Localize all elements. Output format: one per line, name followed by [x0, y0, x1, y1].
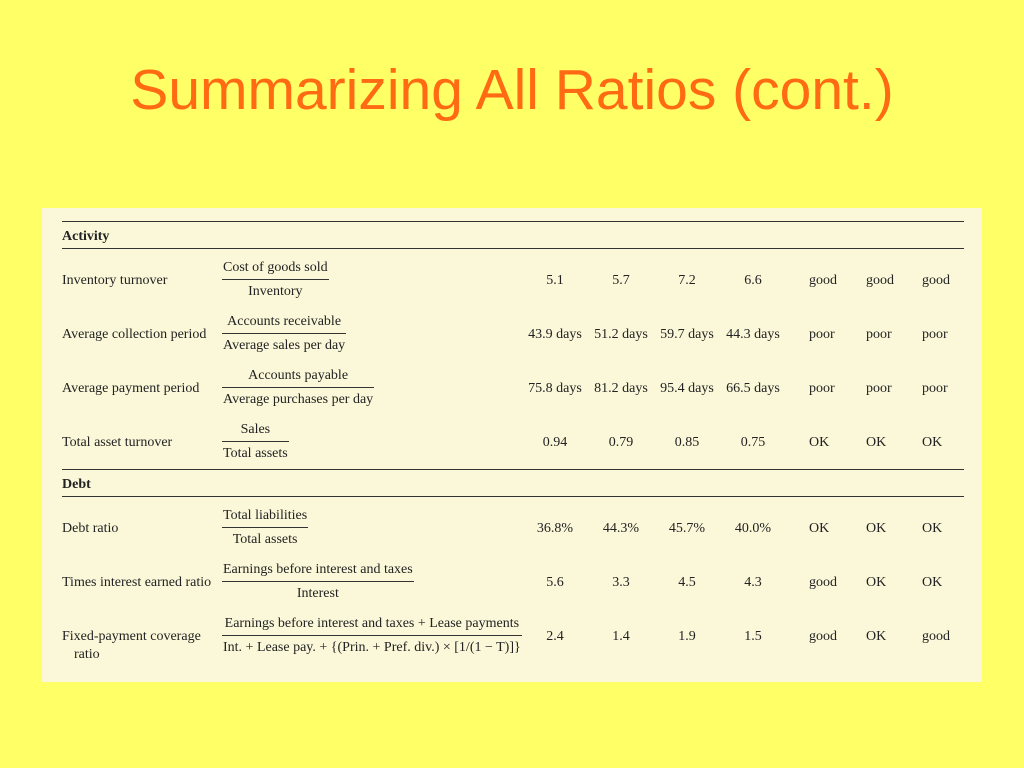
- ratio-evaluation: OK: [922, 435, 943, 450]
- ratio-name: [62, 327, 206, 343]
- ratio-formula: [222, 508, 308, 548]
- ratio-value: 44.3%: [602, 521, 640, 536]
- ratio-value: 66.5 days: [726, 381, 780, 396]
- ratio-name-text: Debt ratio: [62, 521, 119, 536]
- section-header-rule: [62, 248, 964, 249]
- ratio-evaluation: OK: [922, 521, 943, 536]
- table-row: [62, 361, 964, 415]
- ratio-name: [62, 521, 118, 537]
- ratio-evaluation: OK: [809, 521, 830, 536]
- ratio-value: 51.2 days: [594, 327, 648, 342]
- ratio-value: 2.4: [546, 629, 564, 644]
- ratio-evaluation: poor: [809, 381, 835, 396]
- ratio-evaluation: poor: [866, 381, 892, 396]
- table-row: [62, 609, 964, 663]
- ratio-evaluation: poor: [809, 327, 835, 342]
- ratio-value: 7.2: [678, 273, 696, 288]
- formula-numerator: Sales: [240, 422, 271, 437]
- ratio-table: [62, 221, 964, 663]
- ratio-evaluation: OK: [866, 521, 887, 536]
- table-row: [62, 307, 964, 361]
- ratio-evaluation: good: [809, 575, 837, 590]
- ratio-evaluation: good: [922, 629, 950, 644]
- table-row: [62, 555, 964, 609]
- ratio-value: 1.9: [678, 629, 696, 644]
- ratio-table-panel: [42, 208, 982, 682]
- ratio-value: 0.75: [740, 435, 766, 450]
- formula-denominator: Interest: [296, 586, 339, 601]
- formula-numerator: Earnings before interest and taxes + Lease payments: [224, 616, 520, 631]
- formula-numerator: Accounts payable: [248, 368, 349, 383]
- ratio-value: 6.6: [744, 273, 762, 288]
- ratio-evaluation: OK: [866, 575, 887, 590]
- ratio-value: 59.7 days: [660, 327, 714, 342]
- ratio-name-continued: ratio: [74, 647, 100, 662]
- ratio-value: 0.94: [542, 435, 568, 450]
- ratio-evaluation: good: [866, 273, 894, 288]
- ratio-value: 5.6: [546, 575, 564, 590]
- ratio-name-text: Times interest earned ratio: [62, 575, 212, 590]
- formula-denominator: Average purchases per day: [223, 392, 374, 407]
- ratio-value: 40.0%: [734, 521, 772, 536]
- ratio-evaluation: poor: [922, 381, 948, 396]
- formula-numerator: Cost of goods sold: [223, 260, 328, 275]
- ratio-formula: [222, 314, 346, 354]
- ratio-name-text: Average payment period: [62, 381, 200, 396]
- ratio-evaluation: poor: [866, 327, 892, 342]
- ratio-value: 43.9 days: [528, 327, 582, 342]
- formula-denominator: Int. + Lease pay. + {(Prin. + Pref. div.) × [1/(1 − T)]}: [223, 640, 521, 655]
- ratio-evaluation: OK: [922, 575, 943, 590]
- formula-denominator: Total assets: [232, 532, 298, 547]
- ratio-name-text: Total asset turnover: [62, 435, 173, 450]
- ratio-evaluation: good: [809, 273, 837, 288]
- ratio-value: 3.3: [612, 575, 630, 590]
- ratio-value: 95.4 days: [660, 381, 714, 396]
- formula-numerator: Accounts receivable: [227, 314, 342, 329]
- formula-denominator: Average sales per day: [223, 338, 346, 353]
- formula-denominator: Total assets: [223, 446, 288, 461]
- ratio-value: 0.85: [674, 435, 700, 450]
- ratio-name: [62, 629, 201, 663]
- ratio-value: 4.3: [744, 575, 762, 590]
- table-row: [62, 415, 964, 469]
- ratio-formula: [222, 260, 329, 300]
- ratio-value: 44.3 days: [726, 327, 780, 342]
- ratio-name-text: Average collection period: [62, 327, 207, 342]
- ratio-name: [62, 273, 167, 289]
- section-header: Activity: [62, 229, 110, 244]
- ratio-formula: [222, 422, 289, 462]
- ratio-value: 5.7: [612, 273, 630, 288]
- section-header-rule: [62, 496, 964, 497]
- ratio-name: [62, 435, 172, 451]
- ratio-value: 81.2 days: [594, 381, 648, 396]
- formula-numerator: Total liabilities: [223, 508, 308, 523]
- slide-title: Summarizing All Ratios (cont.): [130, 58, 894, 122]
- ratio-evaluation: OK: [866, 629, 887, 644]
- ratio-value: 0.79: [608, 435, 634, 450]
- ratio-evaluation: OK: [809, 435, 830, 450]
- formula-denominator: Inventory: [248, 284, 303, 299]
- ratio-name-text: Fixed-payment coverage: [62, 629, 201, 644]
- ratio-value: 1.5: [744, 629, 762, 644]
- ratio-name-text: Inventory turnover: [62, 273, 168, 288]
- ratio-value: 36.8%: [536, 521, 574, 536]
- ratio-evaluation: good: [809, 629, 837, 644]
- ratio-formula: [222, 368, 374, 408]
- ratio-formula: [222, 616, 522, 656]
- table-row: [62, 501, 964, 555]
- formula-numerator: Earnings before interest and taxes: [223, 562, 413, 577]
- ratio-name: [62, 575, 211, 591]
- ratio-evaluation: poor: [922, 327, 948, 342]
- ratio-formula: [222, 562, 414, 602]
- ratio-value: 45.7%: [668, 521, 706, 536]
- ratio-value: 4.5: [678, 575, 696, 590]
- ratio-evaluation: OK: [866, 435, 887, 450]
- ratio-evaluation: good: [922, 273, 950, 288]
- section-header: Debt: [62, 477, 91, 492]
- ratio-value: 1.4: [612, 629, 630, 644]
- table-row: [62, 253, 964, 307]
- ratio-name: [62, 381, 199, 397]
- ratio-value: 75.8 days: [528, 381, 582, 396]
- ratio-value: 5.1: [546, 273, 564, 288]
